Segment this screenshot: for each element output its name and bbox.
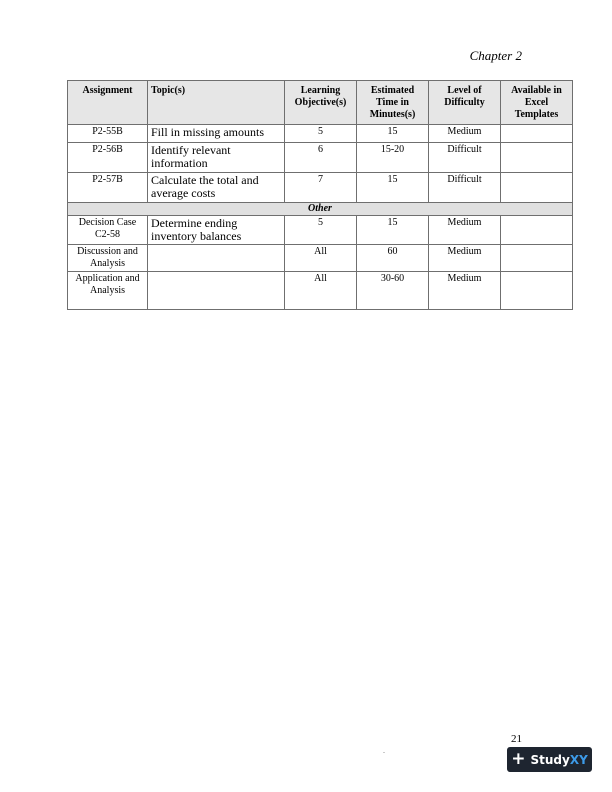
cell-time: 15-20 xyxy=(357,143,429,173)
cell-excel xyxy=(501,216,573,245)
cell-time: 30-60 xyxy=(357,272,429,310)
cell-difficulty: Medium xyxy=(429,125,501,143)
cell-time: 15 xyxy=(357,125,429,143)
cell-difficulty: Medium xyxy=(429,216,501,245)
cell-excel xyxy=(501,125,573,143)
table-row xyxy=(68,173,573,203)
cell-difficulty: Medium xyxy=(429,272,501,310)
chapter-header: Chapter 2 xyxy=(469,48,522,63)
studyxy-logo xyxy=(507,747,592,772)
table-header-row xyxy=(68,81,573,125)
cell-topic: Identify relevant information xyxy=(148,143,285,173)
cell-time: 15 xyxy=(357,216,429,245)
cell-difficulty: Difficult xyxy=(429,173,501,203)
cell-topic: Determine ending inventory balances xyxy=(148,216,285,245)
footer-dot: . xyxy=(383,746,385,755)
table-row xyxy=(68,272,573,310)
table-row xyxy=(68,216,573,245)
cell-difficulty: Difficult xyxy=(429,143,501,173)
cell-excel xyxy=(501,245,573,272)
cell-objective: 5 xyxy=(285,125,357,143)
cell-topic: Calculate the total and average costs xyxy=(148,173,285,203)
cell-assignment: Decision Case C2-58 xyxy=(68,216,148,245)
section-label: Other xyxy=(68,203,573,216)
logo-text-xy: XY xyxy=(569,752,588,767)
cell-excel xyxy=(501,143,573,173)
cell-objective: 7 xyxy=(285,173,357,203)
header-objectives: Learning Objective(s) xyxy=(285,81,357,125)
section-row-other xyxy=(68,203,573,216)
cell-topic xyxy=(148,272,285,310)
cell-time: 60 xyxy=(357,245,429,272)
header-topics: Topic(s) xyxy=(148,81,285,125)
header-excel: Available in Excel Templates xyxy=(501,81,573,125)
cell-topic xyxy=(148,245,285,272)
cell-assignment: P2-55B xyxy=(68,125,148,143)
cell-assignment: P2-57B xyxy=(68,173,148,203)
cell-assignment: Discussion and Analysis xyxy=(68,245,148,272)
header-difficulty: Level of Difficulty xyxy=(429,81,501,125)
table-row xyxy=(68,125,573,143)
cell-objective: 6 xyxy=(285,143,357,173)
cell-excel xyxy=(501,173,573,203)
logo-text-study: Study xyxy=(530,752,570,767)
cell-objective: All xyxy=(285,245,357,272)
table-row xyxy=(68,143,573,173)
logo-text xyxy=(530,753,587,767)
page-number: 21 xyxy=(511,733,522,745)
cell-excel xyxy=(501,272,573,310)
cell-time: 15 xyxy=(357,173,429,203)
assignment-table xyxy=(67,80,573,310)
plus-icon: + xyxy=(511,749,526,769)
header-assignment: Assignment xyxy=(68,81,148,125)
cell-assignment: P2-56B xyxy=(68,143,148,173)
cell-objective: All xyxy=(285,272,357,310)
cell-objective: 5 xyxy=(285,216,357,245)
table-row xyxy=(68,245,573,272)
cell-assignment: Application and Analysis xyxy=(68,272,148,310)
header-time: Estimated Time in Minutes(s) xyxy=(357,81,429,125)
cell-difficulty: Medium xyxy=(429,245,501,272)
cell-topic: Fill in missing amounts xyxy=(148,125,285,143)
